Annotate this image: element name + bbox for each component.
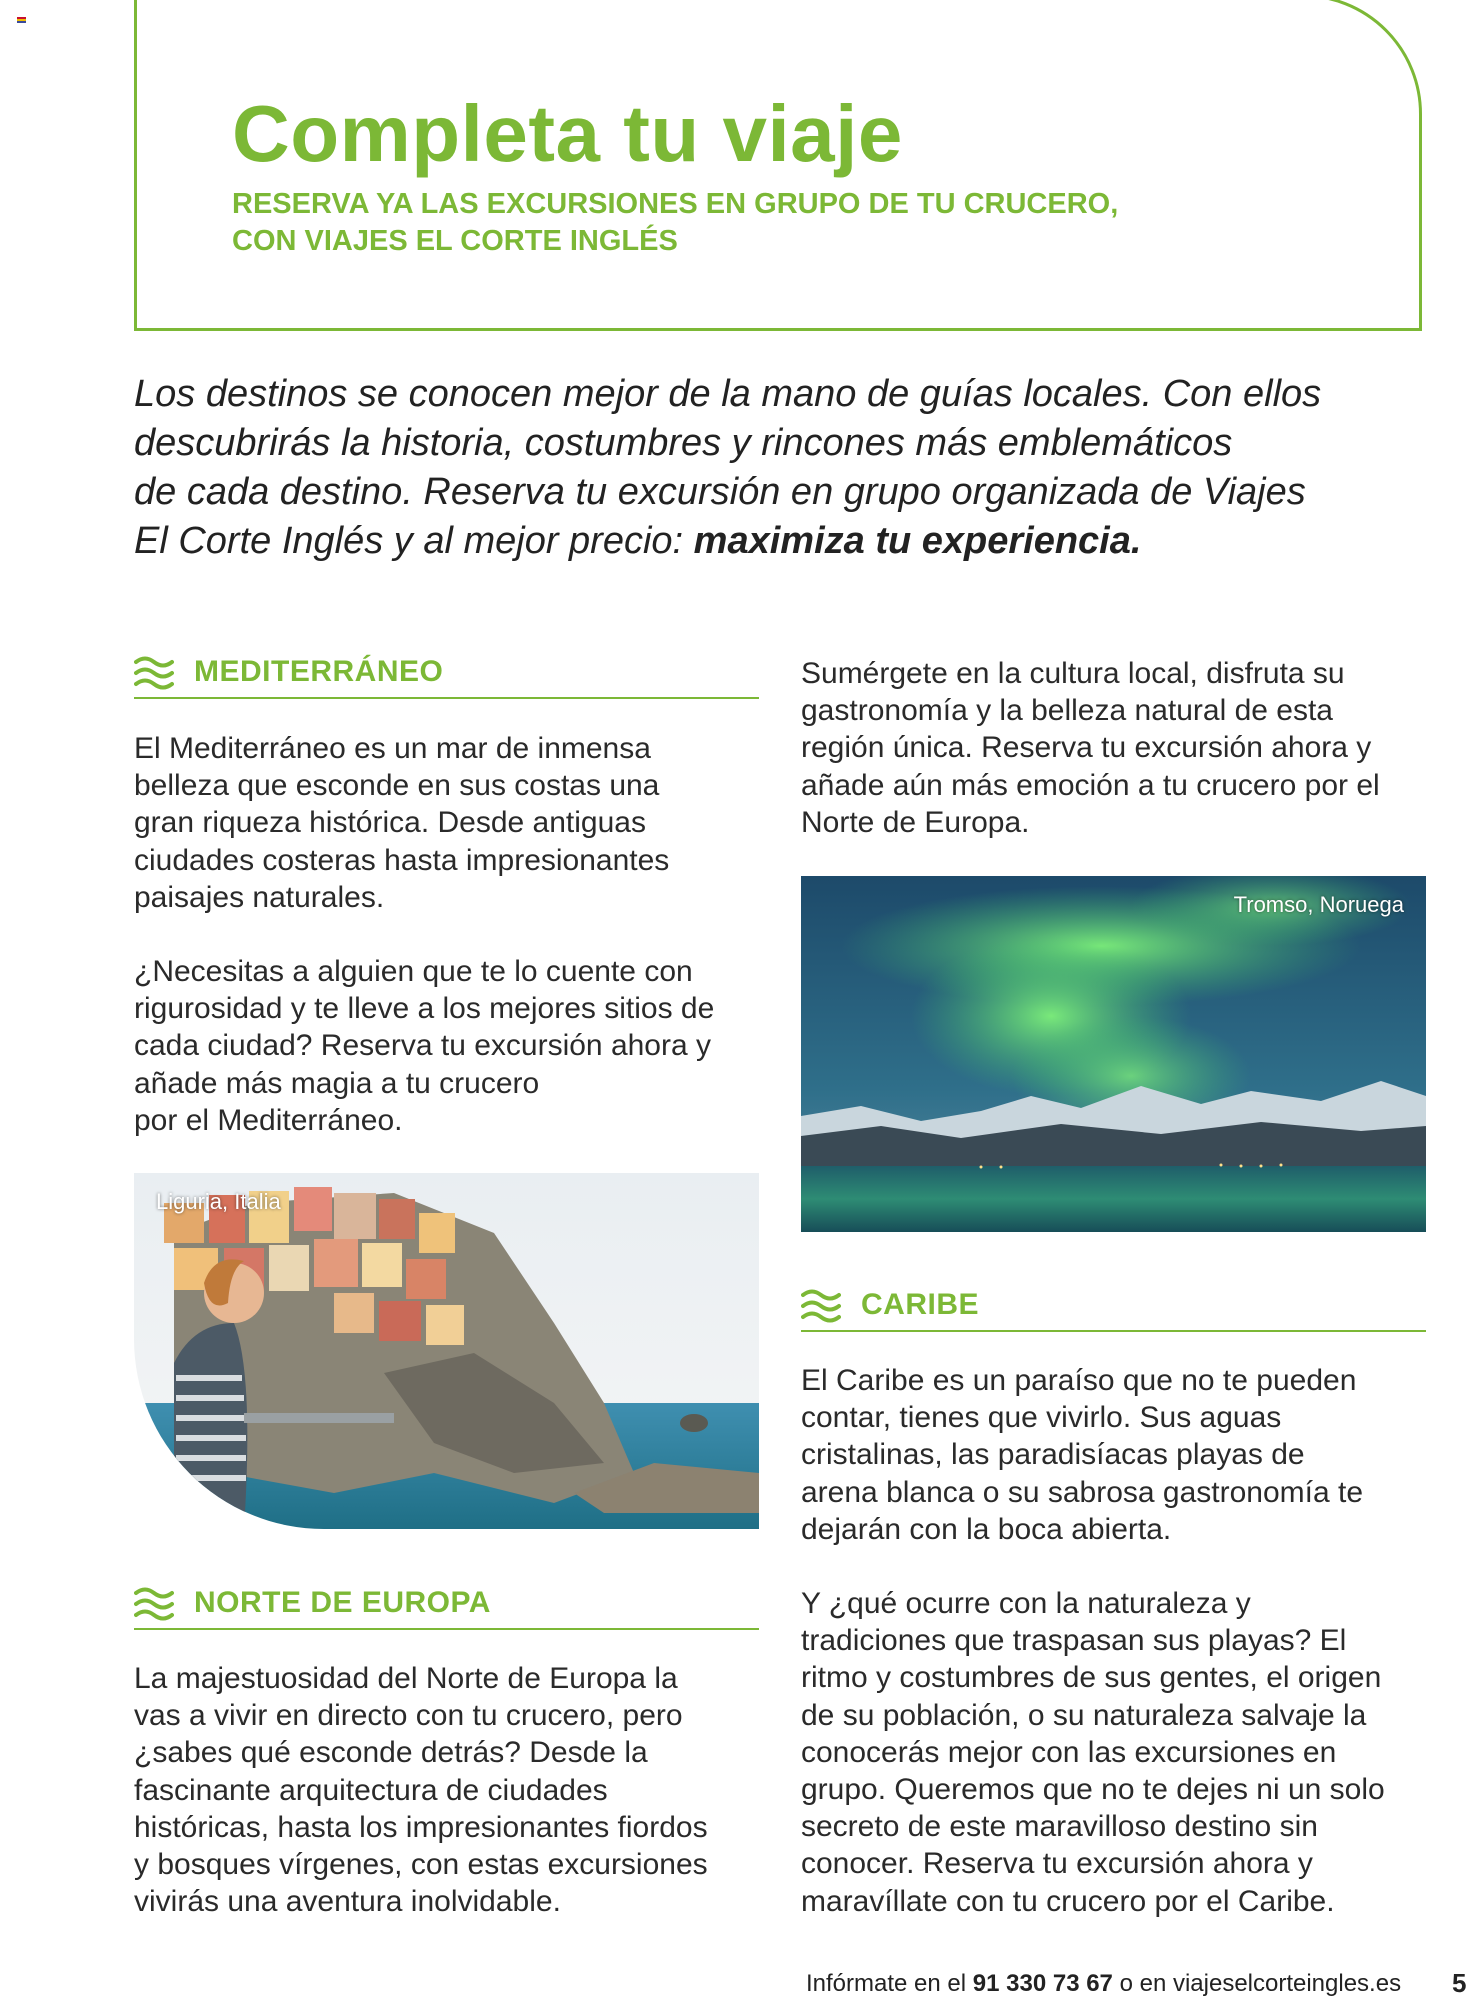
text-line: belleza que esconde en sus costas una (134, 769, 660, 803)
text-line: rigurosidad y te lleve a los mejores sitios de (134, 992, 715, 1026)
text-line: cada ciudad? Reserva tu excursión ahora y (134, 1029, 712, 1063)
footer-middle: o en (1112, 1970, 1173, 1997)
text-line: añade más magia a tu crucero (134, 1066, 540, 1100)
text-line: vas a vivir en directo con tu crucero, pero (134, 1699, 683, 1733)
page-number: 5 (1452, 1968, 1467, 1998)
caribe-paragraph-2 (801, 1585, 1385, 1920)
text-line: ciudades costeras hasta impresionantes (134, 843, 670, 877)
text-line: por el Mediterráneo. (134, 1103, 403, 1137)
text-line: de su población, o su naturaleza salvaje la (801, 1698, 1367, 1732)
text-line: añade aún más emoción a tu crucero por el (801, 768, 1380, 802)
intro-line: de cada destino. Reserva tu excursión en grupo organizada de Viajes (134, 471, 1306, 513)
text-line: Y ¿qué ocurre con la naturaleza y (801, 1587, 1251, 1620)
text-line: conocerás mejor con las excursiones en (801, 1735, 1337, 1769)
text-line: dejarán con la boca abierta. (801, 1512, 1172, 1546)
liguria-photo (134, 1173, 759, 1529)
text-line: conocer. Reserva tu excursión ahora y (801, 1847, 1313, 1881)
intro-line (134, 517, 1434, 566)
intro-paragraph (134, 370, 1434, 566)
intro-line: Los destinos se conocen mejor de la mano de guías locales. Con ellos (134, 373, 1322, 415)
text-line: grupo. Queremos que no te dejes ni un solo (801, 1773, 1385, 1807)
page-title: Completa tu viaje (232, 89, 903, 178)
text-line: contar, tienes que vivirlo. Sus aguas (801, 1401, 1282, 1435)
text-line: ¿sabes qué esconde detrás? Desde la (134, 1736, 648, 1770)
website-link[interactable]: viajeselcorteingles.es (1172, 1970, 1402, 1997)
text-line: arena blanca o su sabrosa gastronomía te (801, 1475, 1364, 1509)
norte-europa-paragraph-1 (134, 1660, 708, 1920)
flag-icon (17, 17, 26, 23)
text-line: vivirás una aventura inolvidable. (134, 1885, 561, 1919)
aurora-illustration (801, 876, 1426, 1232)
section-header-mediterraneo (134, 651, 759, 699)
tromso-photo (801, 876, 1426, 1232)
section-header-norte-europa (134, 1582, 759, 1630)
intro-line-regular: El Corte Inglés y al mejor precio: (134, 520, 694, 562)
section-header-caribe (801, 1284, 1426, 1332)
norte-europa-paragraph-2 (801, 655, 1380, 841)
text-line: gastronomía y la belleza natural de esta (801, 694, 1333, 728)
mediterraneo-paragraph-2 (134, 953, 714, 1139)
subtitle-line: CON VIAJES EL CORTE INGLÉS (232, 225, 678, 257)
page-subtitle (232, 186, 1282, 260)
text-line: El Caribe es un paraíso que no te pueden (801, 1364, 1357, 1397)
text-line: región única. Reserva tu excursión ahora y (801, 731, 1372, 765)
phone-number[interactable]: 91 330 73 67 (972, 1970, 1113, 1997)
waves-icon (801, 1287, 841, 1325)
text-line: gran riqueza histórica. Desde antiguas (134, 806, 646, 840)
text-line: Sumérgete en la cultura local, disfruta su (801, 657, 1345, 690)
text-line: La majestuosidad del Norte de Europa la (134, 1662, 678, 1695)
text-line: ¿Necesitas a alguien que te lo cuente con (134, 955, 693, 988)
text-line: ritmo y costumbres de sus gentes, el origen (801, 1661, 1382, 1695)
section-title: MEDITERRÁNEO (194, 655, 444, 688)
caribe-paragraph-1 (801, 1362, 1363, 1548)
photo-caption: Liguria, Italia (156, 1189, 281, 1214)
text-line: y bosques vírgenes, con estas excursiones (134, 1848, 708, 1882)
text-line: tradiciones que traspasan sus playas? El (801, 1624, 1347, 1658)
text-line: secreto de este maravilloso destino sin (801, 1810, 1318, 1844)
footer-contact (806, 1970, 1401, 1998)
section-title: CARIBE (861, 1288, 980, 1321)
text-line: El Mediterráneo es un mar de inmensa (134, 732, 651, 765)
intro-line: descubrirás la historia, costumbres y rincones más emblemáticos (134, 422, 1233, 464)
text-line: cristalinas, las paradisíacas playas de (801, 1438, 1305, 1472)
intro-highlight: maximiza tu experiencia. (693, 520, 1142, 562)
waves-icon (134, 1585, 174, 1623)
text-line: paisajes naturales. (134, 880, 385, 914)
subtitle-line: RESERVA YA LAS EXCURSIONES EN GRUPO DE TU CRUCERO, (232, 188, 1119, 220)
photo-caption: Tromso, Noruega (1233, 892, 1404, 917)
mediterraneo-paragraph-1 (134, 730, 669, 916)
text-line: históricas, hasta los impresionantes fiordos (134, 1810, 708, 1844)
text-line: maravíllate con tu crucero por el Caribe. (801, 1884, 1335, 1918)
liguria-illustration (134, 1173, 759, 1529)
footer-prefix: Infórmate en el (806, 1970, 973, 1997)
section-title: NORTE DE EUROPA (194, 1586, 491, 1619)
text-line: fascinante arquitectura de ciudades (134, 1773, 608, 1807)
waves-icon (134, 654, 174, 692)
text-line: Norte de Europa. (801, 805, 1030, 839)
